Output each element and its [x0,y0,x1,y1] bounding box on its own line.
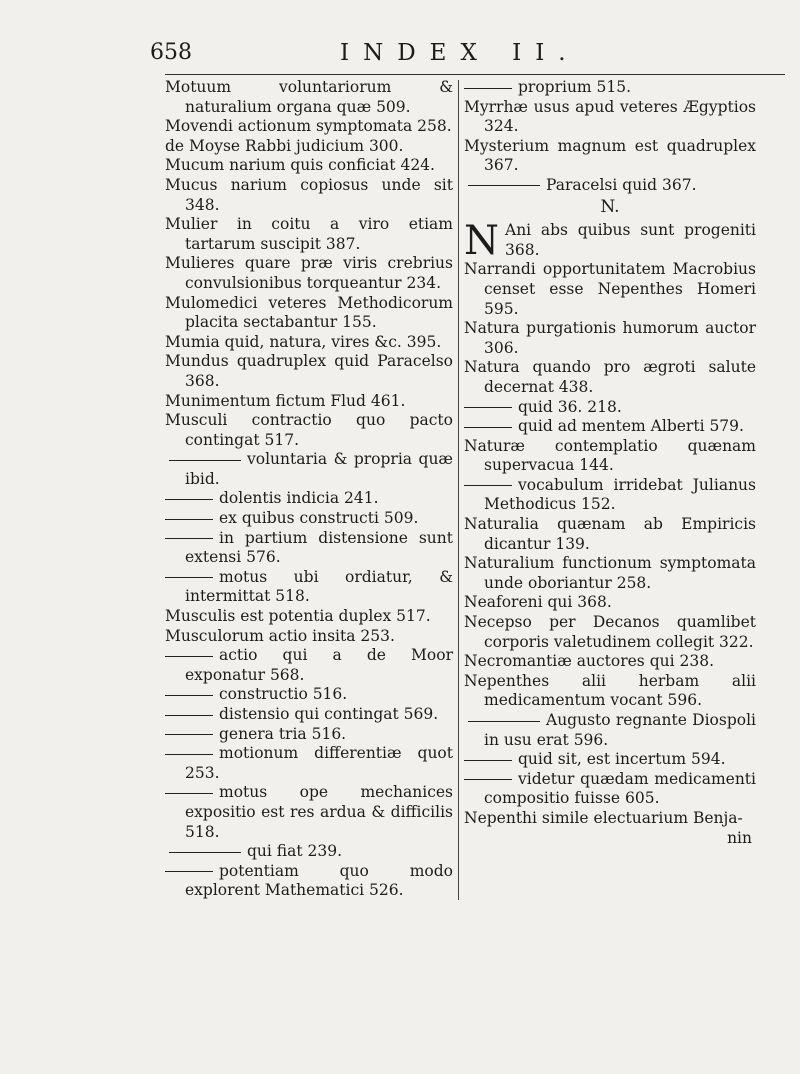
column-divider [458,80,459,900]
ditto-dash [165,577,213,578]
entry-text: Ani abs quibus sunt progeniti 368. [505,221,756,259]
ditto-dash [464,88,512,89]
catchword: nin [727,828,752,847]
entry-text: quid 36. 218. [518,397,622,416]
index-entry [165,156,453,176]
index-entry [165,842,453,862]
index-entry [464,672,756,711]
entry-text: distensio qui contingat 569. [219,705,439,723]
index-entry [464,554,756,593]
index-entry [165,744,453,783]
entry-text: Necromantiæ auctores qui 238. [464,652,714,671]
entry-text: Paracelsi quid 367. [546,175,697,194]
entry-text: Narrandi opportunitatem Macrobius censet esse Nepenthes Homeri 595. [464,260,756,318]
index-entry [464,770,756,809]
entry-text: Naturalia quænam ab Empiricis dicantur 139. [464,515,756,553]
ditto-dash [169,852,241,853]
index-entry [464,319,756,358]
index-entry [464,417,756,437]
right-column-n-entries [464,218,756,828]
page-number: 658 [150,40,192,65]
entry-text: qui fiat 239. [247,842,343,861]
entry-text: proprium 515. [518,78,632,96]
ditto-dash [165,695,213,696]
index-entry [165,607,453,627]
entry-text: motus ope mechanices expositio est res ardua & difficilis 518. [185,783,453,841]
index-entry [165,352,453,391]
section-letter: N. [600,196,620,217]
entry-text: Natura purgationis humorum auctor 306. [464,319,756,357]
index-entry [165,450,453,489]
entry-text: Musculorum actio insita 253. [165,626,395,645]
index-entry [165,705,453,725]
entry-text: voluntaria & propria quæ ibid. [185,450,453,488]
entry-text: Munimentum fictum Flud 461. [165,391,406,410]
index-entry [165,411,453,450]
index-entry [165,685,453,705]
entry-text: actio qui a de Moor exponatur 568. [185,646,453,684]
ditto-dash [464,485,512,486]
entry-text: Augusto regnante Diospoli in usu erat 596. [484,711,756,749]
drop-cap: N [464,218,499,265]
entry-text: Mulomedici veteres Methodicorum placita sectabantur 155. [165,293,453,332]
index-entry [464,176,756,196]
index-entry [464,652,756,672]
index-entry [165,862,453,901]
entry-text: vocabulum irridebat Julianus Methodicus 152. [484,475,756,514]
index-entry [165,117,453,137]
left-column [165,78,453,901]
ditto-dash [165,754,213,755]
entry-text: quid sit, est incertum 594. [518,750,726,769]
index-entry [165,489,453,509]
index-entry [165,254,453,293]
ditto-dash [165,734,213,735]
entry-text: Motuum voluntariorum & naturalium organa quæ 509. [165,78,453,116]
index-entry [165,333,453,353]
entry-text: Mucum narium quis conficiat 424. [165,156,435,175]
ditto-dash [165,656,213,657]
index-entry [464,515,756,554]
index-entry [165,529,453,568]
entry-text: Movendi actionum symptomata 258. [165,117,452,136]
ditto-dash [165,538,213,539]
ditto-dash [464,779,512,780]
entry-text: videtur quædam medicamenti compositio fuisse 605. [484,769,756,808]
index-entry [464,137,756,176]
entry-text: Mucus narium copiosus unde sit 348. [165,175,453,214]
entry-text: Necepso per Decanos quamlibet corporis valetudinem collegit 322. [464,613,756,651]
entry-text: motionum differentiæ quot 253. [185,744,453,782]
index-entry [165,627,453,647]
index-entry [165,568,453,607]
entry-text: Neaforeni qui 368. [464,593,612,612]
index-entry [464,593,756,613]
entry-text: quid ad mentem Alberti 579. [518,417,744,436]
index-entry [464,98,756,137]
entry-text: potentiam quo modo explorent Mathematici 526. [185,861,453,900]
ditto-dash [464,427,512,428]
ditto-dash [169,460,241,461]
index-entry [165,509,453,529]
entry-text: Mumia quid, natura, vires &c. 395. [165,332,442,351]
index-entry [165,646,453,685]
index-entry [165,783,453,842]
entry-text: motus ubi ordiatur, & intermittat 518. [185,567,453,606]
entry-text: Musculis est potentia duplex 517. [165,607,431,626]
entry-text: Naturalium functionum symptomata unde oboriantur 258. [464,554,756,592]
index-entry [165,176,453,215]
entry-text: genera tria 516. [219,724,347,743]
index-entry [464,809,756,829]
entry-text: Nepenthes alii herbam alii medicamentum vocant 596. [464,671,756,710]
index-entry [464,218,756,265]
ditto-dash [464,407,512,408]
index-entry [165,392,453,412]
entry-text: Mulieres quare præ viris crebrius convulsionibus torqueantur 234. [165,254,453,292]
entry-text: in partium distensione sunt extensi 576. [185,528,453,567]
ditto-dash [468,185,540,186]
entry-text: constructio 516. [219,685,348,704]
header-rule [165,74,785,75]
index-entry [165,137,453,157]
index-entry [464,613,756,652]
entry-text: Nepenthi simile electuarium Benja- [464,808,743,827]
index-entry [165,725,453,745]
index-entry [464,711,756,750]
ditto-dash [468,721,540,722]
entry-text: Musculi contractio quo pacto contingat 517. [165,411,453,449]
index-entry [464,260,756,319]
ditto-dash [165,793,213,794]
ditto-dash [165,871,213,872]
right-column [464,78,756,848]
entry-text: Mulier in coitu a viro etiam tartarum suscipit 387. [165,215,453,253]
entry-text: Myrrhæ usus apud veteres Ægyptios 324. [464,97,756,136]
ditto-dash [165,499,213,500]
entry-text: de Moyse Rabbi judicium 300. [165,136,404,155]
index-entry [464,750,756,770]
index-entry [464,476,756,515]
entry-text: ex quibus constructi 509. [219,509,419,528]
entry-text: Natura quando pro ægroti salute decernat 438. [464,358,756,396]
index-entry [165,215,453,254]
ditto-dash [165,715,213,716]
right-column-m-entries [464,78,756,196]
entry-text: Mundus quadruplex quid Paracelso 368. [165,352,453,390]
index-entry [165,294,453,333]
index-entry [464,398,756,418]
ditto-dash [464,760,512,761]
running-head: INDEX II. [340,40,580,66]
entry-text: Mysterium magnum est quadruplex 367. [464,136,756,175]
index-entry [464,78,756,98]
entry-text: dolentis indicia 241. [219,489,379,508]
index-entry [165,78,453,117]
entry-text: Naturæ contemplatio quænam supervacua 144. [464,436,756,475]
ditto-dash [165,519,213,520]
index-entry [464,358,756,397]
index-entry [464,437,756,476]
